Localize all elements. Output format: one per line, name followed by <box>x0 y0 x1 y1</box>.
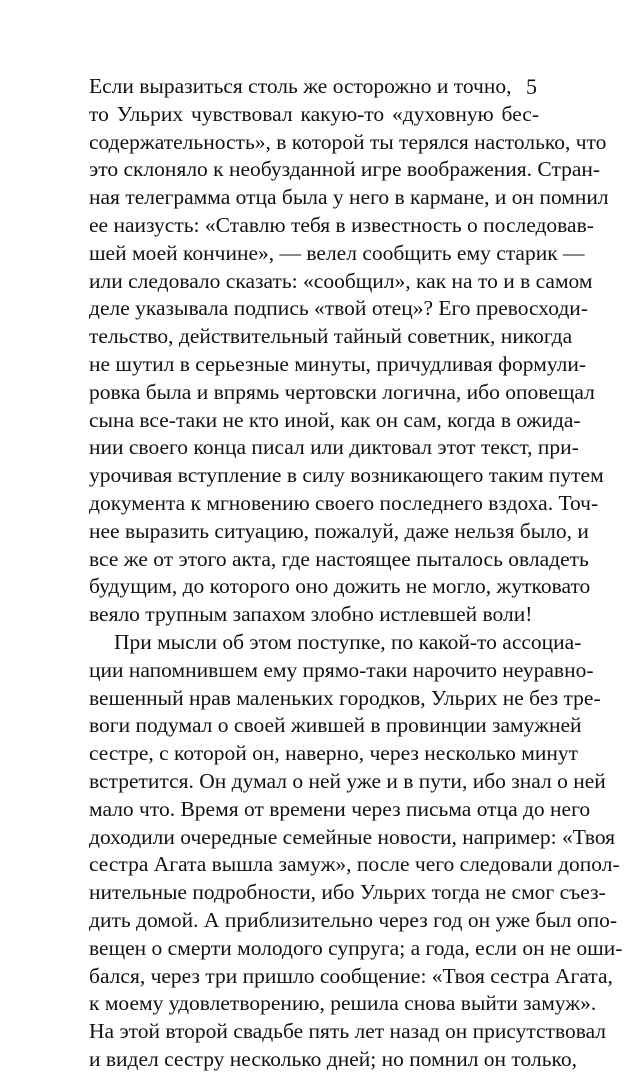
text-line: документа к мгновению своего последнего вздоха. Точ- <box>89 490 599 515</box>
text-line: и видел сестру несколько дней; но помнил он только, <box>89 1046 578 1071</box>
paragraph <box>89 629 623 1074</box>
text-line: тельство, действительный тайный советник, никогда <box>89 324 573 349</box>
text-line: содержательность», в которой ты терялся настолько, что <box>89 129 607 154</box>
text-line: веяло трупным запахом злобно истлевшей воли! <box>89 602 533 627</box>
text-line: нии своего конца писал или диктовал этот текст, при- <box>89 435 579 460</box>
text-line: На этой второй свадьбе пять лет назад он присутствовал <box>89 1019 607 1044</box>
text-line: сестре, с которой он, наверно, через несколько минут <box>89 741 578 766</box>
text-line: При мысли об этом поступке, по какой-то ассоциа- <box>114 629 582 654</box>
text-line: к моему удовлетворению, решила снова выйти замуж». <box>89 991 597 1016</box>
text-line: это склоняло к необузданной игре воображения. Стран- <box>89 157 601 182</box>
text-line: сестра Агата вышла замуж», после чего следовали допол- <box>89 852 620 877</box>
text-line: не шутил в серьезные минуты, причудливая формули- <box>89 351 587 376</box>
text-line: урочивая вступление в силу возникающего таким путем <box>89 463 604 488</box>
text-line: вещен о смерти молодого супруга; а года, если он не оши- <box>89 935 623 960</box>
paragraph <box>89 73 609 629</box>
text-line: доходили очередные семейные новости, например: «Твоя <box>89 824 616 849</box>
text-line: дить домой. А приблизительно через год он уже был опо- <box>89 907 618 932</box>
text-line: Если выразиться столь же осторожно и точно, <box>89 74 512 98</box>
text-line: ее наизусть: «Ставлю тебя в известность о последовав- <box>89 212 594 237</box>
page-number: 5 <box>526 74 537 99</box>
text-line: нительные подробности, ибо Ульрих тогда не смог съез- <box>89 880 606 905</box>
body-text <box>89 73 623 1074</box>
text-line: воги подумал о своей жившей в провинции замужней <box>89 713 582 738</box>
text-line: ровка была и впрямь чертовски логична, ибо оповещал <box>89 379 595 404</box>
text-line: то Ульрих чувствовал какую-то «духовную бес- <box>89 101 539 126</box>
text-line: ная телеграмма отца была у него в кармане, и он помнил <box>89 185 609 210</box>
text-line: все же от этого акта, где настоящее пыталось овладеть <box>89 546 589 571</box>
text-line: встретится. Он думал о ней уже и в пути, ибо знал о ней <box>89 768 606 793</box>
text-line: сына все-таки не кто иной, как он сам, когда в ожида- <box>89 407 581 432</box>
text-line: вешенный нрав маленьких городков, Ульрих не без тре- <box>89 685 601 710</box>
text-line: деле указывала подпись «твой отец»? Его превосходи- <box>89 296 588 321</box>
text-line: мало что. Время от времени через письма отца до него <box>89 796 591 821</box>
text-line: будущим, до которого оно дожить не могло, жутковато <box>89 574 591 599</box>
text-line: шей моей кончине», — велел сообщить ему старик — <box>89 240 585 265</box>
text-line: или следовало сказать: «сообщил», как на то и в самом <box>89 268 593 293</box>
text-line: бался, через три пришло сообщение: «Твоя сестра Агата, <box>89 963 613 988</box>
text-line: нее выразить ситуацию, пожалуй, даже нельзя было, и <box>89 518 589 543</box>
text-line: ции напомнившем ему прямо-таки нарочито неуравно- <box>89 657 594 682</box>
